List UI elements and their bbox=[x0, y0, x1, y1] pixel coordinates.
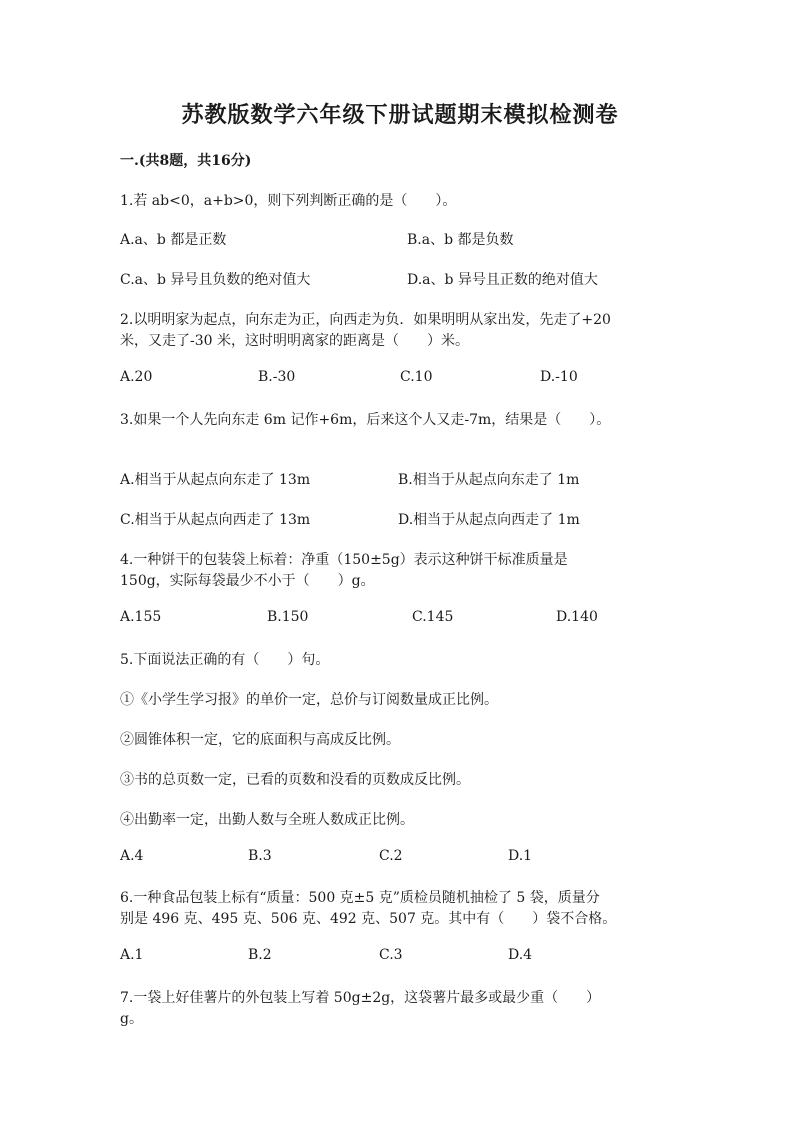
q4-option-d: D.140 bbox=[556, 609, 598, 625]
q5-option-c: C.2 bbox=[379, 848, 403, 864]
q3-option-b: B.相当于从起点向东走了 1m bbox=[398, 472, 580, 488]
q4-option-b: B.150 bbox=[267, 609, 309, 625]
q5-statement-1: ①《小学生学习报》的单价一定，总价与订阅数量成正比例。 bbox=[120, 692, 498, 708]
q2-option-b: B.-30 bbox=[258, 369, 296, 385]
q3-option-d: D.相当于从起点向西走了 1m bbox=[398, 512, 580, 528]
q1-option-d: D.a、b 异号且正数的绝对值大 bbox=[407, 272, 598, 288]
question-5-text: 5.下面说法正确的有（ ）句。 bbox=[120, 652, 330, 668]
q5-option-a: A.4 bbox=[120, 848, 144, 864]
question-1-text: 1.若 ab<0，a+b>0，则下列判断正确的是（ ）。 bbox=[120, 193, 457, 209]
q5-option-b: B.3 bbox=[248, 848, 272, 864]
question-6-text-line-1: 6.一种食品包装上标有“质量：500 克±5 克”质检员随机抽检了 5 袋，质量分 bbox=[120, 890, 600, 906]
q6-option-b: B.2 bbox=[248, 947, 272, 963]
question-4-text-line-2: 150g，实际每袋最少不小于（ ）g。 bbox=[120, 573, 375, 589]
question-7-text-line-2: g。 bbox=[120, 1011, 143, 1027]
question-7-text-line-1: 7.一袋上好佳薯片的外包装上写着 50g±2g，这袋薯片最多或最少重（ ） bbox=[120, 990, 601, 1006]
q1-option-b: B.a、b 都是负数 bbox=[407, 232, 514, 248]
question-2-text-line-2: 米，又走了-30 米，这时明明离家的距离是（ ）米。 bbox=[120, 333, 469, 349]
q5-statement-4: ④出勤率一定，出勤人数与全班人数成正比例。 bbox=[120, 812, 414, 828]
question-4-text-line-1: 4.一种饼干的包装袋上标着：净重（150±5g）表示这种饼干标准质量是 bbox=[120, 552, 568, 568]
q3-option-a: A.相当于从起点向东走了 13m bbox=[120, 472, 311, 488]
q2-option-a: A.20 bbox=[120, 369, 153, 385]
q6-option-c: C.3 bbox=[379, 947, 403, 963]
q5-statement-2: ②圆锥体积一定，它的底面积与高成反比例。 bbox=[120, 732, 400, 748]
q5-statement-3: ③书的总页数一定，已看的页数和没看的页数成反比例。 bbox=[120, 772, 470, 788]
section-heading: 一.(共8题，共16分) bbox=[120, 153, 252, 169]
q1-option-c: C.a、b 异号且负数的绝对值大 bbox=[120, 272, 311, 288]
q5-option-d: D.1 bbox=[508, 848, 533, 864]
question-3-text: 3.如果一个人先向东走 6m 记作+6m，后来这个人又走-7m，结果是（ ）。 bbox=[120, 412, 611, 428]
question-6-text-line-2: 别是 496 克、495 克、506 克、492 克、507 克。其中有（ ）袋不合格。 bbox=[120, 911, 617, 927]
q3-option-c: C.相当于从起点向西走了 13m bbox=[120, 512, 311, 528]
q6-option-d: D.4 bbox=[508, 947, 533, 963]
q1-option-a: A.a、b 都是正数 bbox=[120, 232, 227, 248]
question-2-text-line-1: 2.以明明家为起点，向东走为正，向西走为负．如果明明从家出发，先走了+20 bbox=[120, 312, 611, 328]
q6-option-a: A.1 bbox=[120, 947, 144, 963]
q4-option-a: A.155 bbox=[120, 609, 162, 625]
q4-option-c: C.145 bbox=[412, 609, 454, 625]
q2-option-c: C.10 bbox=[400, 369, 433, 385]
page-title: 苏教版数学六年级下册试题期末模拟检测卷 bbox=[181, 102, 619, 128]
q2-option-d: D.-10 bbox=[540, 369, 578, 385]
